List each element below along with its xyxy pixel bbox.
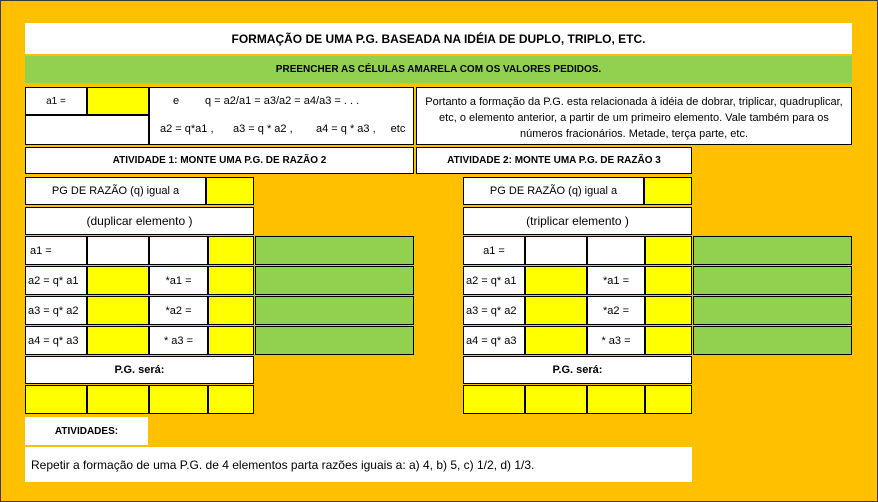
activity2-result-cell[interactable] [587, 385, 645, 414]
activity2-row4-value[interactable] [645, 326, 692, 355]
activity2-result-cell[interactable] [645, 385, 692, 414]
a1-input-cell[interactable] [87, 87, 149, 115]
activity2-row1-label: a1 = [463, 236, 525, 265]
activity2-row4-check [693, 326, 852, 355]
activity2-row3-q[interactable] [525, 296, 587, 325]
activity1-row2-value[interactable] [208, 266, 254, 295]
activity1-row4-check [255, 326, 414, 355]
activity2-ratio-label: PG DE RAZÃO (q) igual a [463, 177, 644, 205]
activity2-row3-value[interactable] [645, 296, 692, 325]
activity2-result-cell[interactable] [525, 385, 587, 414]
activity2-row1-check [693, 236, 852, 265]
activity1-result-cell[interactable] [25, 385, 87, 414]
activity2-row4-mult: * a3 = [587, 326, 645, 355]
activity2-action: (triplicar elemento ) [463, 207, 692, 235]
activities-label: ATIVIDADES: [25, 417, 148, 445]
empty-cell [149, 236, 208, 265]
a1-label: a1 = [25, 87, 87, 115]
activity2-row1-value[interactable] [645, 236, 692, 265]
activity1-row4-label: a4 = q* a3 [25, 326, 87, 355]
activity1-row1-value[interactable] [208, 236, 254, 265]
activity1-row4-value[interactable] [208, 326, 254, 355]
empty-cell [525, 236, 587, 265]
formula-a4: a4 = q * a3 , [316, 123, 376, 135]
activity1-row2-label: a2 = q* a1 [25, 266, 87, 295]
activity2-result-label: P.G. será: [463, 356, 692, 384]
formula-a2: a2 = q*a1 , [160, 123, 214, 135]
activity2-row2-mult: *a1 = [587, 266, 645, 295]
formula-a3: a3 = q * a2 , [233, 123, 293, 135]
activity1-row3-mult: *a2 = [149, 296, 208, 325]
activity2-row2-label: a2 = q* a1 [463, 266, 525, 295]
sheet-subtitle: PREENCHER AS CÉLULAS AMARELA COM OS VALORES PEDIDOS. [25, 56, 852, 83]
activity1-row3-value[interactable] [208, 296, 254, 325]
activity2-row4-q[interactable] [525, 326, 587, 355]
activity2-row2-q[interactable] [525, 266, 587, 295]
activity1-action: (duplicar elemento ) [25, 207, 254, 235]
activity1-row4-mult: * a3 = [149, 326, 208, 355]
activity1-result-cell[interactable] [87, 385, 149, 414]
activity1-row4-q[interactable] [87, 326, 149, 355]
empty-cell [87, 236, 149, 265]
activity2-title: ATIVIDADE 2: MONTE UMA P.G. DE RAZÃO 3 [416, 147, 692, 174]
formula-q: q = a2/a1 = a3/a2 = a4/a3 = . . . [205, 95, 360, 107]
activities-task: Repetir a formação de uma P.G. de 4 elementos parta razões iguais a: a) 4, b) 5, c) 1/2, d) 1/3. [25, 447, 692, 482]
activity1-row1-label: a1 = [25, 236, 87, 265]
activity2-row4-label: a4 = q* a3 [463, 326, 525, 355]
explanation-text: Portanto a formação da P.G. esta relacionada à idéia de dobrar, triplicar, quadruplicar, etc, o elemento anterior, a partir de um primeiro elemento. Vale também para os números fracionários. Metade, terça parte, etc. [416, 87, 852, 145]
activity1-result-cell[interactable] [149, 385, 208, 414]
activity2-row2-check [693, 266, 852, 295]
activity2-row3-check [693, 296, 852, 325]
sheet-title: FORMAÇÃO DE UMA P.G. BASEADA NA IDÉIA DE DUPLO, TRIPLO, ETC. [25, 23, 852, 54]
activity1-ratio-label: PG DE RAZÃO (q) igual a [25, 177, 206, 205]
formula-etc: etc [390, 123, 406, 135]
empty-cell [587, 236, 645, 265]
activity2-row2-value[interactable] [645, 266, 692, 295]
activity2-row3-label: a3 = q* a2 [463, 296, 525, 325]
activity1-result-cell[interactable] [208, 385, 254, 414]
activity1-result-label: P.G. será: [25, 356, 254, 384]
activity1-row3-check [255, 296, 414, 325]
activity2-result-cell[interactable] [463, 385, 525, 414]
activity2-row3-mult: *a2 = [587, 296, 645, 325]
activity1-row3-label: a3 = q* a2 [25, 296, 87, 325]
formula-e: e [172, 95, 180, 107]
activity1-row3-q[interactable] [87, 296, 149, 325]
activity1-row1-check [255, 236, 414, 265]
activity1-row2-check [255, 266, 414, 295]
activity1-row2-q[interactable] [87, 266, 149, 295]
activity2-ratio-input[interactable] [644, 177, 692, 205]
activity1-ratio-input[interactable] [206, 177, 254, 205]
empty-cell [25, 115, 149, 145]
activity1-title: ATIVIDADE 1: MONTE UMA P.G. DE RAZÃO 2 [25, 147, 414, 174]
activity1-row2-mult: *a1 = [149, 266, 208, 295]
